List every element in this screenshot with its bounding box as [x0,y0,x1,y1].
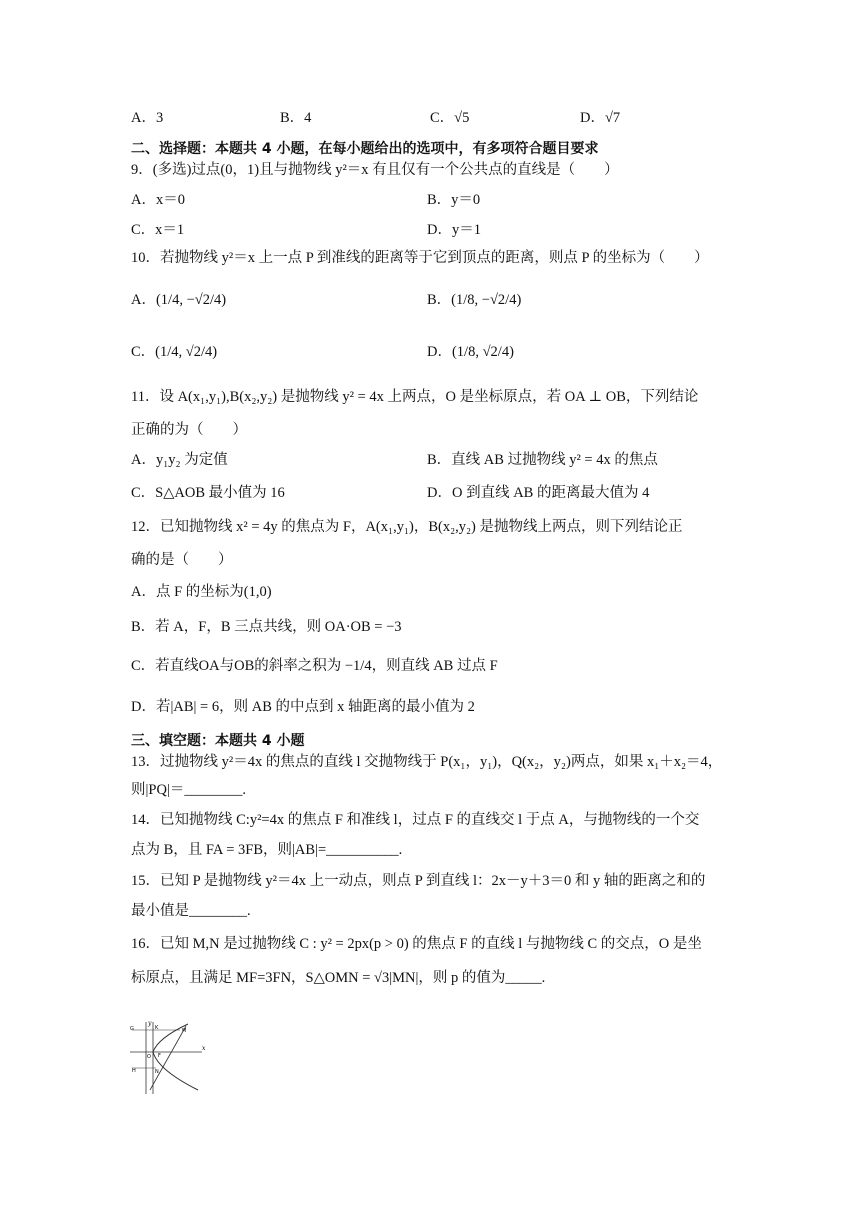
label-f: F [158,1053,161,1059]
q9-stem: 9．(多选)过点(0，1)且与抛物线 y²＝x 有且仅有一个公共点的直线是（ ） [131,162,619,178]
q12-option-b: B．若 A，F，B 三点共线，则 OA·OB = −3 [131,619,402,635]
label-h: H [132,1068,136,1074]
label-k: K [155,1025,159,1031]
q8-option-a: A．3 [131,110,164,126]
q13-line1: 13．过抛物线 y²＝4x 的焦点的直线 l 交抛物线于 P(x₁，y₁)，Q(x₂，y₂)两点，如果 x₁＋x₂＝4， [131,754,723,770]
q8-option-c-text: C．√5 [430,110,470,126]
q10-option-b: B．(1/8, −√2/4) [427,292,522,308]
q14-line2: 点为 B，且 FA = 3FB，则|AB|=__________. [131,842,403,858]
q10-option-d: D．(1/8, √2/4) [427,344,514,360]
q14-line1: 14．已知抛物线 C:y²=4x 的焦点 F 和准线 l，过点 F 的直线交 l 于点 A，与抛物线的一个交 [131,812,700,828]
q12-option-a: A．点 F 的坐标为(1,0) [131,584,272,600]
q9-option-d: D．y＝1 [427,222,481,238]
section-3-header: 三、填空题：本题共 4 小题 [131,733,305,749]
label-y: y [148,1020,152,1027]
q16-line1: 16．已知 M,N 是过抛物线 C : y² = 2px(p > 0) 的焦点 F 的直线 l 与抛物线 C 的交点，O 是坐 [131,936,702,952]
q9-option-b: B．y＝0 [427,192,481,208]
q12-stem-line1: 12．已知抛物线 x² = 4y 的焦点为 F，A(x₁,y₁)，B(x₂,y₂) 是抛物线上两点，则下列结论正 [131,519,683,535]
label-m: M [182,1028,187,1034]
q11-option-c: C．S△AOB 最小值为 16 [131,485,285,501]
q12-stem-line2: 确的是（ ） [131,552,233,568]
q9-option-a: A．x＝0 [131,192,185,208]
q15-line2: 最小值是________. [131,903,251,919]
q10-stem: 10．若抛物线 y²＝x 上一点 P 到准线的距离等于它到顶点的距离，则点 P 的坐标为（ ） [131,250,709,266]
q15-line1: 15．已知 P 是抛物线 y²＝4x 上一动点，则点 P 到直线 l：2x－y＋3＝0 和 y 轴的距离之和的 [131,873,706,889]
parabola-figure [128,1020,208,1095]
label-o: O [147,1054,151,1060]
label-g: G [130,1026,134,1032]
q11-option-b: B．直线 AB 过抛物线 y² = 4x 的焦点 [427,452,658,468]
q8-option-d-text: D．√7 [580,110,621,126]
q13-line2: 则|PQ|＝________. [131,782,246,798]
q11-stem-line2: 正确的为（ ） [131,422,247,438]
q12-option-d: D．若|AB| = 6，则 AB 的中点到 x 轴距离的最小值为 2 [131,699,475,715]
q11-stem-line1: 11．设 A(x₁,y₁),B(x₂,y₂) 是抛物线 y² = 4x 上两点，O 是坐标原点，若 OA ⊥ OB，下列结论 [131,389,699,405]
q12-option-c: C．若直线OA与OB的斜率之积为 −1/4，则直线 AB 过点 F [131,658,498,674]
q10-option-c: C．(1/4, √2/4) [131,344,218,360]
q8-option-b: B．4 [280,110,312,126]
q9-option-c: C．x＝1 [131,222,185,238]
q8-option-c [430,106,469,127]
section-2-header: 二、选择题：本题共 4 小题，在每小题给出的选项中，有多项符合题目要求 [131,141,599,157]
q16-line2: 标原点，且满足 MF=3FN，S△OMN = √3|MN|，则 p 的值为_____. [131,970,546,986]
q8-option-d [580,106,620,127]
q11-option-a: A．y₁y₂ 为定值 [131,452,228,468]
label-x: x [202,1045,206,1052]
q11-option-d: D．O 到直线 AB 的距离最大值为 4 [427,485,650,501]
q10-option-a: A．(1/4, −√2/4) [131,292,227,308]
label-n: N [155,1069,159,1075]
